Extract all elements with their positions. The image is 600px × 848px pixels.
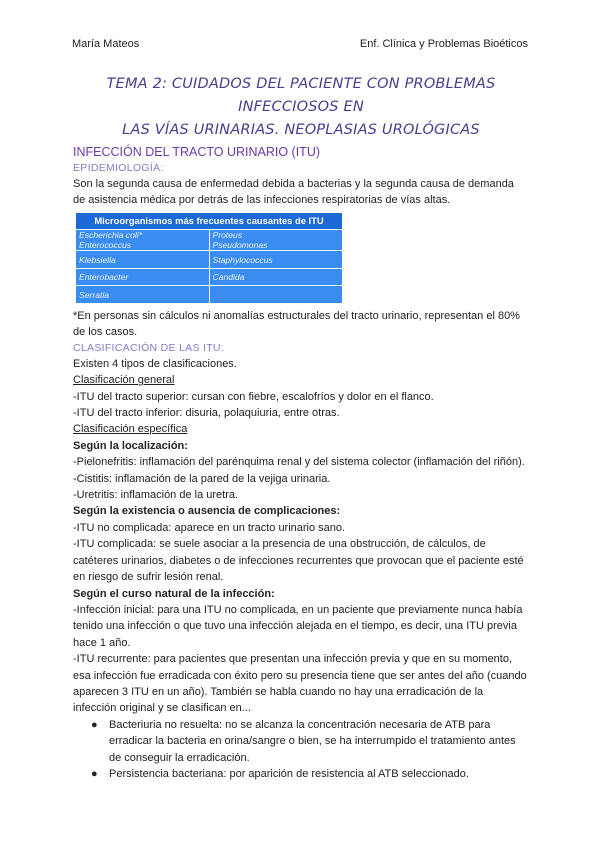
title-line-2: LAS VÍAS URINARIAS. NEOPLASIAS UROLÓGICAS [122, 122, 480, 138]
clasificacion-intro: Existen 4 tipos de clasificaciones. [73, 357, 237, 370]
list-item: -Cistitis: inflamación de la pared de la vejiga urinaria. [73, 472, 331, 485]
title-line-1: TEMA 2: CUIDADOS DEL PACIENTE CON PROBLEMAS INFECCIOSOS EN [106, 76, 496, 115]
table-cell: Staphylococcus [209, 251, 343, 269]
list-item: -ITU del tracto inferior: disuria, polaquiuria, entre otras. [73, 407, 340, 420]
epidemiologia-heading: EPIDEMIOLOGÍA: [73, 162, 164, 174]
bullet-text: Bacteriuria no resuelta: no se alcanza la concentración necesaria de ATB para erradicar la bacteria en orina/sangre o bien, se ha interrumpido el tratamiento antes de conseguir la erradicación. [109, 718, 516, 764]
table-row [76, 251, 343, 269]
list-item: -Pielonefritis: inflamación del parénquima renal y del sistema colector (inflamación del riñón). [73, 456, 525, 469]
bullet-list [73, 717, 529, 783]
complicaciones-title: Según la existencia o ausencia de complicaciones: [73, 505, 341, 518]
table-cell [209, 286, 343, 304]
list-item: -Uretritis: inflamación de la uretra. [73, 489, 239, 502]
general-title: Clasificación general [73, 374, 175, 387]
table-cell: Klebsiella [76, 251, 210, 269]
table-cell: Enterococcus [79, 240, 132, 251]
table-row [76, 230, 343, 251]
epidemiologia-text: Son la segunda causa de enfermedad debida a bacterias y la segunda causa de demanda de asistencia médica por detrás de las infecciones respiratorias de vías altas. [73, 178, 514, 207]
bullet-item [91, 766, 529, 782]
table-cell: Enterobacter [76, 268, 210, 286]
table-footnote: *En personas sin cálculos ni anomalías estructurales del tracto urinario, representan el 80% de los casos. [73, 310, 520, 339]
list-item: -ITU no complicada: aparece en un tracto urinario sano. [73, 521, 346, 534]
table-cell: Proteus [212, 230, 243, 241]
table-cell: Escherichia coli* [79, 230, 143, 241]
table-cell: Serratia [76, 286, 210, 304]
page-title [63, 73, 539, 142]
curso-title: Según el curso natural de la infección: [73, 587, 275, 600]
table-cell: Candida [209, 268, 343, 286]
table-cell: Pseudomonas [212, 240, 268, 251]
table-row [76, 286, 343, 304]
bullet-text: Persistencia bacteriana: por aparición de resistencia al ATB seleccionado. [109, 767, 469, 780]
section-heading: INFECCIÓN DEL TRACTO URINARIO (ITU) [73, 145, 321, 159]
list-item: -ITU complicada: se suele asociar a la presencia de una obstrucción, de cálculos, de catéteres urinarios, diabetes o de infecciones recurrentes que provocan que el paciente esté en riesgo de sufrir lesión renal. [73, 538, 524, 584]
list-item: -ITU del tracto superior: cursan con fiebre, escalofríos y dolor en el flanco. [73, 390, 434, 403]
especifica-title: Clasificación específica [73, 423, 188, 436]
clasificacion-heading: CLASIFICACIÓN DE LAS ITU: [73, 341, 225, 354]
bullet-item [91, 717, 529, 766]
page-header [72, 38, 528, 52]
microorganisms-table [75, 212, 343, 304]
localizacion-title: Según la localización: [73, 439, 188, 452]
table-header: Microorganismos más frecuentes causantes de ITU [76, 212, 343, 229]
table-row [76, 268, 343, 286]
document-body [73, 73, 529, 782]
list-item: -Infección inicial: para una ITU no complicada, en un paciente que previamente nunca había tenido una infección o que tuvo una infección alejada en el tiempo, es decir, una ITU previa hace 1 año. [73, 603, 523, 649]
list-item: -ITU recurrente: para pacientes que presentan una infección previa y que en su momento, esa infección fue erradicada con éxito pero su presencia tiene que ser antes del año (cuando aparecen 3 ITU en un año). También se habla cuando no hay una erradicación de la infección original y se clasifican en... [73, 653, 527, 715]
header-author: María Mateos [72, 38, 140, 50]
header-subject: Enf. Clínica y Problemas Bioéticos [359, 38, 528, 50]
bullet-icon: ● [91, 718, 98, 731]
bullet-icon: ● [91, 767, 98, 780]
